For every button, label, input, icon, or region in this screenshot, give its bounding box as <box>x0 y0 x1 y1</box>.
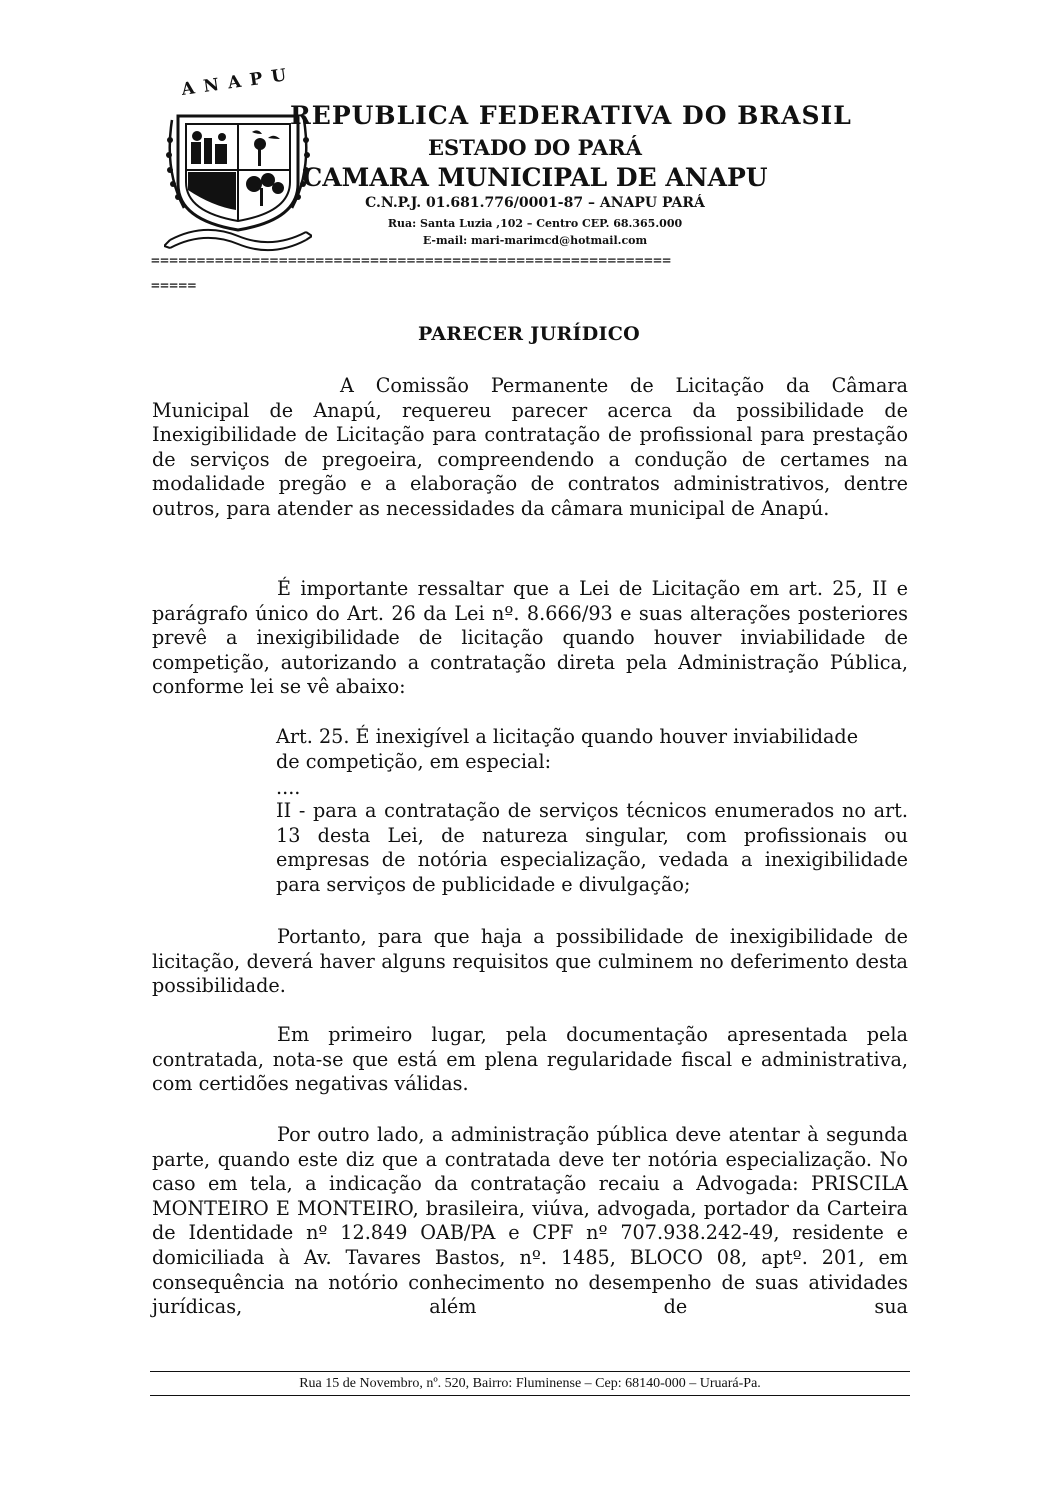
paragraph-request: A Comissão Permanente de Licitação da Câmara Municipal de Anapú, requereu parecer acerca da possibilidade de Inexigibilidade de Licitação para contratação de profissional para prestação de serviços de pregoeira, compreendendo a condução de certames na modalidade pregão e a elaboração de contratos administrativos, dentre outros, para atender as necessidades da câmara municipal de Anapú. <box>152 374 908 520</box>
paragraph-specialization: Por outro lado, a administração pública deve atentar à segunda parte, quando este diz que a contratada deve ter notória especialização. No caso em tela, a indicação da contratação recaiu a Advogada: PRISCILA MONTEIRO E MONTEIRO, brasileira, viúva, advogada, portador da Carteira de Identidade nº 12.849 OAB/PA e CPF nº 707.938.242-49, residente e domiciliada à Av. Tavares Bastos, nº. 1485, BLOCO 08, aptº. 201, em consequência na notório conhecimento no desempenho de suas atividades jurídicas, além de sua <box>152 1123 908 1319</box>
separator-line-continuation: ===== <box>151 278 197 294</box>
letterhead-address: Rua: Santa Luzia ,102 – Centro CEP. 68.365.000 <box>387 217 683 230</box>
letterhead-email: E-mail: mari-marimcd@hotmail.com <box>422 234 648 247</box>
paragraph-legal-basis: É importante ressaltar que a Lei de Licitação em art. 25, II e parágrafo único do Art. 26 da Lei nº. 8.666/93 e suas alterações posteriores prevê a inexigibilidade de licitação quando houver inviabilidade de competição, autorizando a contratação direta pela Administração Pública, conforme lei se vê abaixo: <box>152 577 908 699</box>
quote-ellipsis: .... <box>276 776 301 799</box>
quote-article-line: de competição, em especial: <box>276 750 552 773</box>
quote-item-ii: II - para a contratação de serviços técnicos enumerados no art. 13 desta Lei, de natureza singular, com profissionais ou empresas de notória especialização, vedada a inexigibilidade para serviços de publicidade e divulgação; <box>276 799 908 896</box>
paragraph-documentation: Em primeiro lugar, pela documentação apresentada pela contratada, nota-se que está em plena regularidade fiscal e administrativa, com certidões negativas válidas. <box>152 1023 908 1096</box>
footer-bottom-rule <box>150 1395 910 1396</box>
footer-address: Rua 15 de Novembro, nº. 520, Bairro: Fluminense – Cep: 68140-000 – Uruará-Pa. <box>299 1376 761 1391</box>
letterhead-chamber: CAMARA MUNICIPAL DE ANAPU <box>302 163 768 192</box>
footer-top-rule <box>150 1371 910 1372</box>
letterhead-cnpj: C.N.P.J. 01.681.776/0001-87 – ANAPU PARÁ <box>365 195 705 211</box>
document-title: PARECER JURÍDICO <box>417 323 640 345</box>
crest-town-name: ANAPU <box>180 64 297 100</box>
paragraph-requirements: Portanto, para que haja a possibilidade de inexigibilidade de licitação, deverá haver alguns requisitos que culminem no deferimento desta possibilidade. <box>152 925 908 998</box>
quote-article-line: Art. 25. É inexigível a licitação quando houver inviabilidade <box>276 725 859 748</box>
letterhead-state: ESTADO DO PARÁ <box>428 135 642 160</box>
separator-line: ========================================================= <box>151 254 672 269</box>
letterhead-country: REPUBLICA FEDERATIVA DO BRASIL <box>290 101 852 130</box>
